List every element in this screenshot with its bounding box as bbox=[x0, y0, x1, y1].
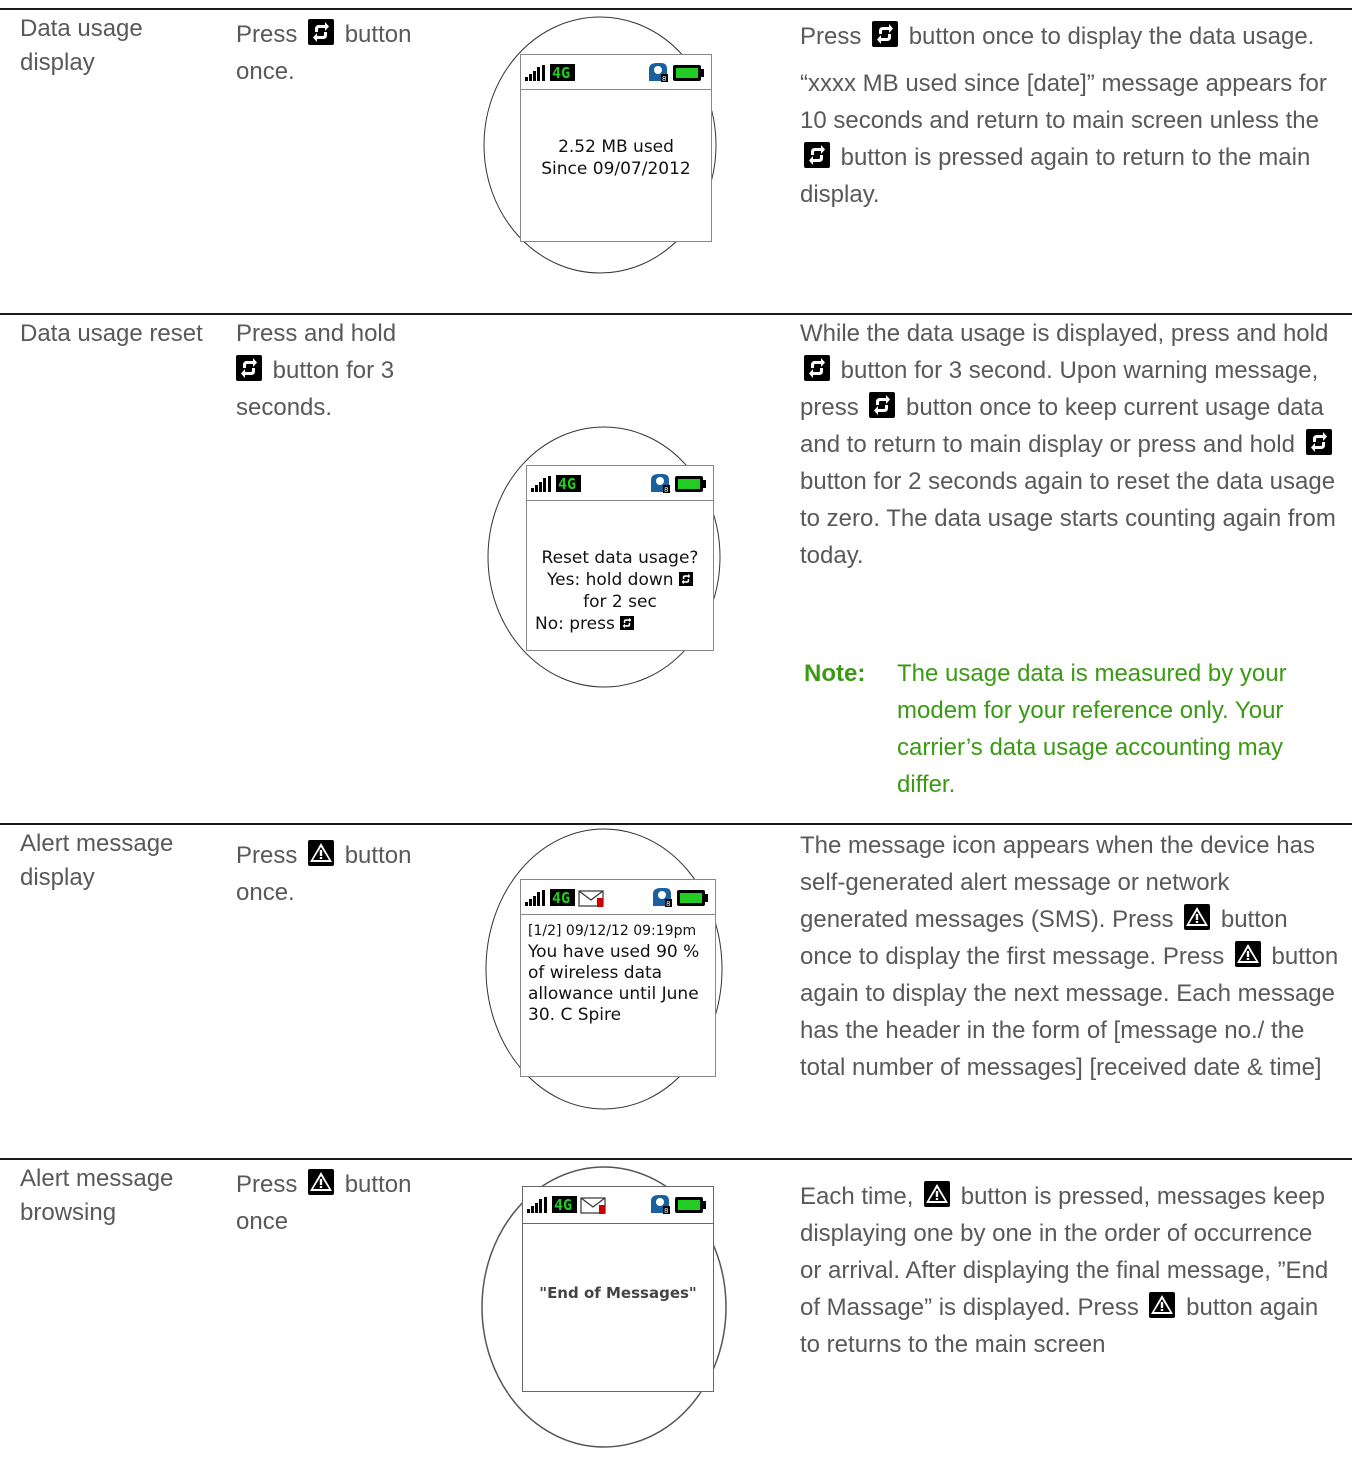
action-text: once bbox=[236, 1208, 289, 1235]
desc-text: button is pressed again to return to the main display. bbox=[800, 144, 1311, 208]
desc-text: button once to display the first message. Press bbox=[800, 906, 1288, 970]
note-label: Note: bbox=[804, 660, 866, 687]
row-title: Data usage reset bbox=[20, 320, 203, 347]
lcd-line-text: Yes: hold down bbox=[547, 570, 674, 590]
row-description bbox=[800, 315, 1340, 574]
note-text: The usage data is measured by your modem for your reference only. Your carrier’s data usage accounting may differ. bbox=[897, 660, 1287, 798]
svg-text:8: 8 bbox=[662, 75, 667, 83]
cycle-button-icon bbox=[872, 21, 898, 47]
row-description bbox=[800, 18, 1340, 213]
device-screen bbox=[480, 1164, 728, 1450]
svg-text:8: 8 bbox=[666, 900, 671, 908]
row-data-usage-reset bbox=[0, 313, 1352, 820]
desc-text: button is pressed, messages keep displaying one by one in the order of occurrence or arrival. After displaying the final message, ”End of Massage” is displayed. Press bbox=[800, 1183, 1329, 1321]
status-icons bbox=[527, 466, 713, 500]
cycle-button-icon bbox=[679, 572, 693, 586]
action-text: Press and hold bbox=[236, 320, 397, 347]
action-text: seconds. bbox=[236, 394, 333, 421]
row-action bbox=[236, 315, 466, 426]
desc-text: button for 3 second. Upon warning message, press bbox=[800, 357, 1319, 421]
cycle-button-icon bbox=[308, 19, 334, 45]
desc-text: button again to display the next message. Each message has the header in the form of [message no./ the total number of messages] [received date & time] bbox=[800, 943, 1339, 1081]
row-data-usage-display bbox=[0, 8, 1352, 310]
row-title: Alert message browsing bbox=[20, 1165, 174, 1226]
cycle-button-icon bbox=[804, 355, 830, 381]
lcd-panel bbox=[522, 1186, 714, 1392]
row-description bbox=[800, 1178, 1340, 1363]
lcd-panel bbox=[520, 879, 716, 1077]
svg-text:8: 8 bbox=[664, 1207, 669, 1215]
action-text: button bbox=[344, 1171, 412, 1198]
row-action bbox=[236, 16, 466, 90]
action-text: Press bbox=[236, 21, 298, 48]
cycle-button-icon bbox=[1306, 429, 1332, 455]
row-alert-message-browsing bbox=[0, 1158, 1352, 1465]
row-alert-message-display bbox=[0, 823, 1352, 1155]
desc-text: While the data usage is displayed, press and hold bbox=[800, 320, 1329, 347]
action-text: once. bbox=[236, 879, 295, 906]
row-action bbox=[236, 837, 466, 911]
alert-button-icon bbox=[308, 1169, 334, 1195]
lcd-line: for 2 sec bbox=[583, 592, 657, 612]
status-icons bbox=[521, 55, 711, 89]
lcd-line bbox=[527, 570, 713, 591]
lcd-status-bar bbox=[521, 880, 715, 915]
lcd-panel bbox=[526, 465, 714, 651]
lcd-line: 2.52 MB used bbox=[558, 137, 674, 157]
svg-text:4G: 4G bbox=[558, 475, 577, 493]
action-text: Press bbox=[236, 1171, 298, 1198]
device-screen bbox=[486, 423, 722, 691]
message-body: You have used 90 % of wireless data allowance until June 30. C Spire bbox=[528, 942, 700, 1025]
lcd-line: "End of Messages" bbox=[539, 1284, 697, 1302]
desc-text: button once to display the data usage. bbox=[908, 23, 1315, 50]
status-icons bbox=[521, 880, 715, 914]
svg-text:4G: 4G bbox=[552, 64, 571, 82]
desc-text: The message icon appears when the device has self-generated alert message or network generated messages (SMS). Press bbox=[800, 832, 1315, 933]
row-action bbox=[236, 1166, 466, 1240]
alert-button-icon bbox=[1149, 1292, 1175, 1318]
action-text: Press bbox=[236, 842, 298, 869]
desc-text: button once to keep current usage data and to return to main display or press and hold bbox=[800, 394, 1324, 458]
alert-button-icon bbox=[1235, 941, 1261, 967]
cycle-button-icon bbox=[236, 355, 262, 381]
lcd-line-text: No: press bbox=[535, 614, 615, 634]
alert-button-icon bbox=[308, 840, 334, 866]
cycle-button-icon bbox=[869, 392, 895, 418]
action-text: button for 3 bbox=[272, 357, 395, 384]
lcd-line bbox=[527, 614, 713, 635]
svg-text:8: 8 bbox=[664, 486, 669, 494]
alert-button-icon bbox=[1184, 904, 1210, 930]
message-header: [1/2] 09/12/12 09:19pm bbox=[528, 923, 697, 939]
row-description bbox=[800, 827, 1340, 1086]
lcd-panel bbox=[520, 54, 712, 242]
lcd-line: Reset data usage? bbox=[541, 548, 699, 568]
desc-text: button again to returns to the main screen bbox=[800, 1294, 1319, 1358]
action-text: button bbox=[344, 842, 412, 869]
alert-button-icon bbox=[924, 1181, 950, 1207]
desc-text: Press bbox=[800, 23, 862, 50]
desc-text: button for 2 seconds again to reset the data usage to zero. The data usage starts counting again from today. bbox=[800, 468, 1336, 569]
svg-text:4G: 4G bbox=[554, 1196, 573, 1214]
action-text: once. bbox=[236, 58, 295, 85]
row-title: Alert message display bbox=[20, 830, 174, 891]
status-icons bbox=[523, 1187, 713, 1223]
device-screen bbox=[482, 12, 718, 278]
svg-text:4G: 4G bbox=[552, 889, 571, 907]
lcd-line: Since 09/07/2012 bbox=[541, 159, 691, 179]
desc-text: “xxxx MB used since [date]” message appears for 10 seconds and return to main screen unless the bbox=[800, 70, 1327, 134]
lcd-status-bar bbox=[527, 466, 713, 501]
cycle-button-icon bbox=[620, 616, 634, 630]
row-title: Data usage display bbox=[20, 15, 143, 76]
lcd-status-bar bbox=[521, 55, 711, 90]
cycle-button-icon bbox=[804, 142, 830, 168]
device-screen bbox=[484, 827, 724, 1111]
desc-text: Each time, bbox=[800, 1183, 914, 1210]
lcd-status-bar bbox=[523, 1187, 713, 1224]
action-text: button bbox=[344, 21, 412, 48]
